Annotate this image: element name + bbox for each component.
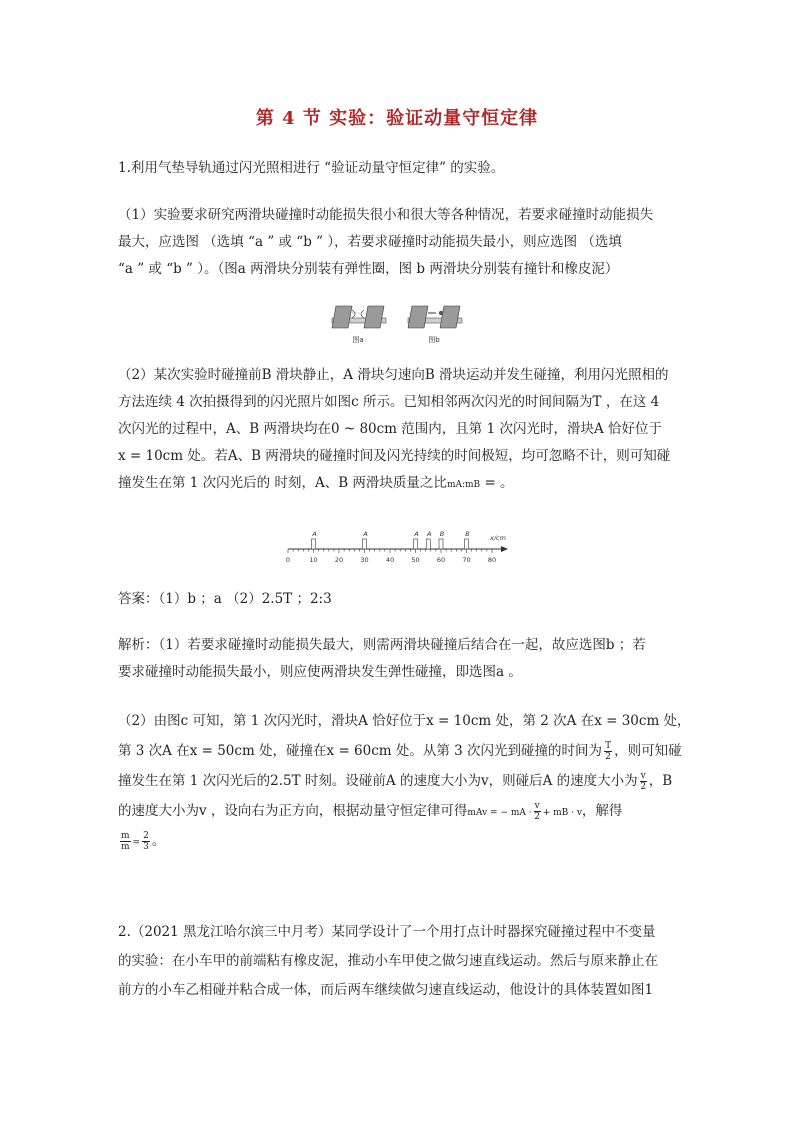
fraction-denominator: m	[121, 842, 130, 852]
fraction-numerator: m	[121, 831, 130, 841]
ruler-axis-label: x/cm	[490, 534, 506, 542]
ruler-tick-label: 0	[285, 556, 291, 564]
slider-block	[312, 539, 316, 549]
equation-part: + mB · v	[542, 808, 582, 818]
text-span: ，B	[648, 773, 673, 789]
fraction-v-over-2	[534, 801, 541, 822]
question-1-part-2	[118, 362, 680, 497]
figure-b-label: 图b	[428, 336, 440, 344]
mass-ratio-label: mA:mB	[446, 480, 481, 490]
text-line: （1）实验要求研究两滑块碰撞时动能损失很小和很大等各种情况，若要求碰撞时动能损失	[118, 207, 654, 223]
ruler-tick-label: 80	[487, 556, 497, 564]
fraction-v-over-2	[640, 771, 647, 792]
figure-a-label: 图a	[352, 336, 364, 344]
ruler-tick-label: 70	[462, 556, 471, 564]
text-span: 的速度大小为v ，设向右为正方向，根据动量守恒定律可得	[118, 803, 468, 819]
slider-label: A	[427, 530, 432, 538]
text-line: 次闪光的过程中，A、B 两滑块均在0 ~ 80cm 范围内，且第 1 次闪光时，滑块A 恰好位于	[118, 421, 662, 437]
fraction-denominator: 3	[143, 842, 149, 852]
answer-text: 答案：（1）b ；a （2）2.5T ；2:3	[118, 591, 332, 607]
text-line: 1.利用气垫导轨通过闪光照相进行 “验证动量守恒定律” 的实验。	[118, 160, 505, 176]
analysis-part-2	[118, 706, 691, 856]
fraction-numerator: T	[605, 741, 612, 751]
ruler-tick-label: 50	[411, 556, 420, 564]
text-line	[118, 470, 680, 497]
slider-block	[439, 539, 443, 549]
question-1-intro	[118, 155, 680, 182]
fraction-numerator: 2	[143, 831, 149, 841]
text-line: （2）某次实验时碰撞前B 滑块静止，A 滑块匀速向B 滑块运动并发生碰撞，利用闪光照相的	[118, 367, 669, 383]
ruler-tick-label: 60	[436, 556, 446, 564]
fraction-numerator: v	[640, 771, 646, 781]
text-line: 要求碰撞时动能损失最小，则应使两滑块发生弹性碰撞，即选图a 。	[118, 664, 522, 680]
text-line: 方法连续 4 次拍摄得到的闪光照片如图c 所示。已知相邻两次闪光的时间间隔为T ，在这 4	[118, 394, 660, 410]
slider-block	[465, 539, 469, 549]
figure-c-ruler	[282, 527, 514, 573]
fraction-two-thirds	[142, 831, 150, 852]
ruler-tick-label: 40	[385, 556, 395, 564]
fraction-denominator: 2	[534, 812, 541, 822]
text-line: 2.（2021 黑龙江哈尔滨三中月考）某同学设计了一个用打点计时器探究碰撞过程中不变量	[118, 924, 656, 940]
fraction-numerator: v	[534, 801, 540, 811]
fraction-t-over-2	[604, 741, 612, 762]
text-line: （2）由图c 可知，第 1 次闪光时，滑块A 恰好位于x = 10cm 处，第 2 次A 在x = 30cm 处，	[118, 713, 691, 729]
slider-label: B	[439, 530, 445, 538]
figure-ab-sliders	[330, 300, 465, 348]
text-line	[118, 736, 680, 766]
section-title: 第 4 节 实验：验证动量守恒定律	[255, 108, 539, 129]
slider-block	[414, 539, 418, 549]
ruler-tick-label: 30	[360, 556, 369, 564]
text-span: 第 3 次A 在x = 50cm 处，碰撞在x = 60cm 处。从第 3 次闪光到碰撞的时间为	[118, 743, 603, 759]
answer-block	[118, 586, 680, 613]
ruler-tick-label: 10	[309, 556, 318, 564]
slider-label: A	[312, 530, 317, 538]
question-2	[118, 918, 680, 1005]
equation-part: =	[132, 838, 141, 848]
text-line	[118, 826, 680, 856]
slider-label: B	[465, 530, 470, 538]
text-line	[118, 766, 680, 796]
text-line: 的实验：在小车甲的前端粘有橡皮泥，推动小车甲使之做匀速直线运动。然后与原来静止在	[118, 953, 658, 969]
text-span: 撞发生在第 1 次闪光后的2.5T 时刻。设碰前A 的速度大小为v，则碰后A 的速度大小为	[118, 773, 638, 789]
slider-label: A	[363, 530, 368, 538]
text-line: 最大，应选图 （选填 “a ” 或 “b ” ），若要求碰撞时动能损失最小，则应选图 （选填	[118, 234, 622, 250]
text-line: 前方的小车乙相碰并粘合成一体，而后两车继续做匀速直线运动，他设计的具体装置如图1	[118, 982, 654, 998]
equation-part: mAv = − mA ·	[467, 808, 532, 818]
slider-block	[363, 539, 367, 549]
text-span: 撞发生在第 1 次闪光后的 时刻，A、B 两滑块质量之比	[118, 475, 447, 491]
fraction-mass-ratio	[120, 831, 131, 852]
slider-label: A	[414, 530, 419, 538]
text-line: x = 10cm 处。若A、B 两滑块的碰撞时间及闪光持续的时间极短，均可忽略不计，则可知碰	[118, 448, 671, 464]
fraction-denominator: 2	[605, 752, 611, 762]
text-span: ，解得	[581, 803, 623, 819]
text-line: “a ” 或 “b ” ）。（图a 两滑块分别装有弹性圈，图 b 两滑块分别装有撞针和橡皮泥）	[118, 261, 619, 277]
text-span: 。	[151, 833, 166, 849]
fraction-denominator: 2	[640, 782, 647, 792]
text-span: ，则可知碰	[614, 743, 682, 759]
ruler-tick-label: 20	[334, 556, 344, 564]
text-line	[118, 796, 680, 826]
question-1-part-1	[118, 202, 680, 283]
slider-block	[426, 539, 430, 549]
text-line: 解析：（1）若要求碰撞时动能损失最大，则需两滑块碰撞后结合在一起，故应选图b ；若	[118, 637, 646, 653]
text-span: = 。	[480, 475, 514, 491]
analysis-part-1	[118, 632, 680, 686]
